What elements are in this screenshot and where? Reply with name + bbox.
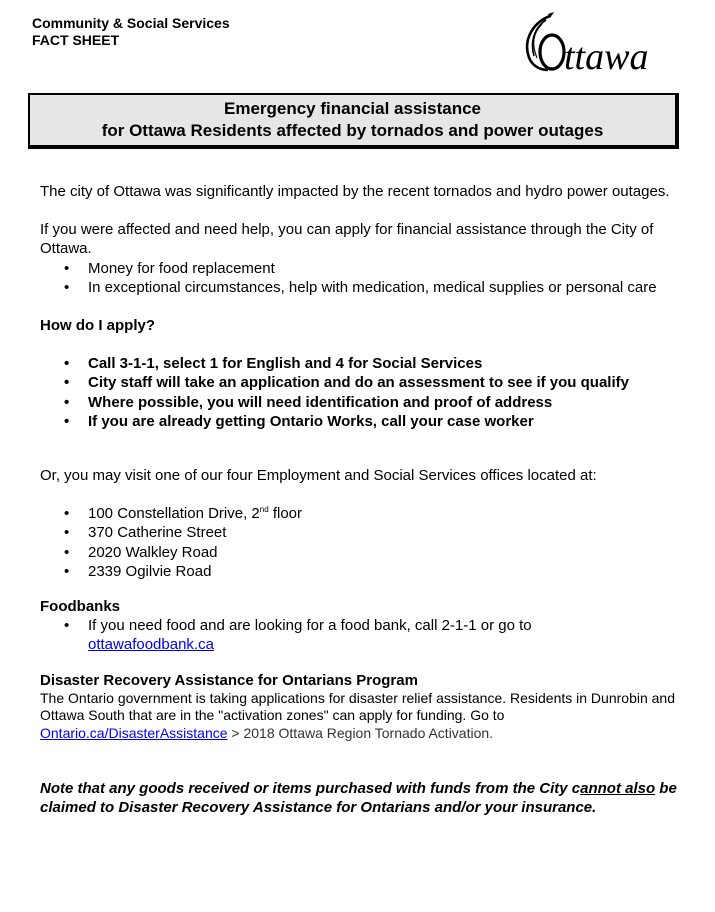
foodbanks-list: [40, 616, 680, 654]
list-item: • City staff will take an application and do an assessment to see if you qualify: [88, 373, 680, 392]
office-locations-list: [40, 504, 680, 581]
ottawa-logo: [520, 12, 660, 74]
title-line-1: Emergency financial assistance: [223, 99, 482, 118]
disaster-assistance-link[interactable]: Ontario.ca/DisasterAssistance: [40, 724, 228, 741]
offices-intro: Or, you may visit one of our four Employment and Social Services offices located at:: [40, 467, 597, 485]
ottawa-swirl-logo-icon: [520, 12, 660, 74]
office-location: • 2020 Walkley Road: [88, 543, 680, 562]
important-note: Note that any goods received or items purchased with funds from the City cannot also be claimed to Disaster Recovery Assistance for Ontarians and/or your insurance.: [40, 780, 677, 816]
list-item: • Money for food replacement: [88, 259, 680, 278]
disaster-assistance-body: The Ontario government is taking applications for disaster relief assistance. Residents in Dunrobin and Ottawa South that are in the "activation zones" can apply for funding. Go to Ontario.ca/DisasterAssistance > 2018 Ottawa Region Tornado Activation.: [40, 689, 675, 741]
list-item: • In exceptional circumstances, help with medication, medical supplies or personal care: [88, 278, 680, 297]
list-item: • Call 3-1-1, select 1 for English and 4 for Social Services: [88, 354, 680, 373]
title-banner: [28, 93, 679, 149]
disaster-assistance-heading: Disaster Recovery Assistance for Ontarians Program: [40, 671, 418, 689]
document-body: [40, 182, 680, 817]
office-location: • 2339 Ogilvie Road: [88, 562, 680, 581]
list-item: • If you are already getting Ontario Works, call your case worker: [88, 412, 680, 431]
logo-wordmark: ttawa: [564, 36, 649, 74]
ottawafoodbank-link[interactable]: ottawafoodbank.ca: [88, 636, 214, 654]
title-line-2: for Ottawa Residents affected by tornados and power outages: [101, 121, 604, 140]
list-item: • If you need food and are looking for a food bank, call 2-1-1 or go to ottawafoodbank.ca: [88, 616, 680, 654]
document-type: FACT SHEET: [32, 31, 120, 48]
intro-paragraph: The city of Ottawa was significantly impacted by the recent tornados and hydro power outages.: [40, 183, 670, 200]
apply-steps-list: [40, 354, 680, 431]
header-department-block: [32, 15, 230, 48]
office-location: • 100 Constellation Drive, 2nd floor: [88, 504, 680, 523]
office-location: • 370 Catherine Street: [88, 523, 680, 542]
emphasized-cannot-also: annot also: [580, 780, 656, 798]
list-item: • Where possible, you will need identification and proof of address: [88, 393, 680, 412]
how-to-apply-heading: How do I apply?: [40, 317, 155, 335]
assistance-list: [40, 259, 680, 297]
foodbanks-heading: Foodbanks: [40, 598, 121, 616]
department-name: Community & Social Services: [32, 15, 230, 31]
eligibility-paragraph: If you were affected and need help, you can apply for financial assistance through the City of Ottawa.: [40, 221, 654, 258]
